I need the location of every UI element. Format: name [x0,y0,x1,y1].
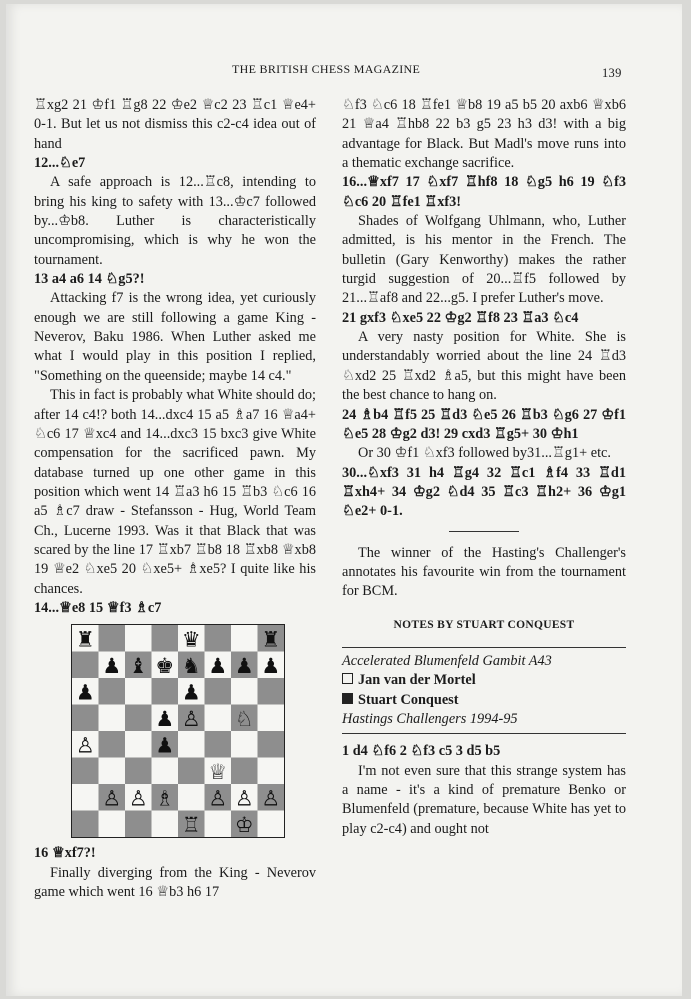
move-line: 1 d4 ♘f6 2 ♘f3 c5 3 d5 b5 [342,743,501,760]
board-square-b1 [99,811,126,838]
board-square-h1 [258,811,285,838]
black-pawn-icon: ♟ [75,680,95,705]
board-square-d3 [152,758,179,785]
move-line: 24 ♗b4 ♖f5 25 ♖d3 ♘e5 26 ♖b3 ♘g6 27 ♔f1 ♘e5 28 ♔g2 d3! 29 cxd3 ♖g5+ 30 ♔h1 [342,406,626,442]
board-square-b6 [99,678,126,705]
event-name: Hastings Challengers 1994-95 [342,710,518,727]
move-line: 21 gxf3 ♘xe5 22 ♔g2 ♖f8 23 ♖a3 ♘c4 [342,309,579,326]
board-square-a5 [72,705,99,732]
move-line: 14...♕e8 15 ♕f3 ♗c7 [34,599,162,616]
white-pawn-icon: ♙ [181,707,201,732]
move-line: 12...♘e7 [34,155,86,172]
white-bishop-icon: ♗ [155,786,175,811]
board-square-g8 [231,625,258,652]
white-rook-icon: ♖ [181,813,201,838]
paragraph: ♘f3 ♘c6 18 ♖fe1 ♕b8 19 a5 b5 20 axb6 ♕xb6 21 ♕a4 ♖hb8 22 b3 g5 23 h3 d3! with a big advantage for Black. But Madl's move runs into a thematic exchange sacrifice. [342,97,626,172]
paragraph: This in fact is probably what White should do; after 14 c4!? both 14...dxc4 15 a5 ♗a7 16 ♕a4+ ♘c6 17 ♕xc4 and 14...dxc3 15 bxc3 give White compensation for the sacrificed pawn. My database turned up one other game in this position which went 14 ♖a3 h6 15 ♖b3 ♘c6 16 a5 ♗c7 draw - Stefansson - Hug, World Team Ch., Lucerne 1993. Was it that Black that was scared by the line 17 ♖xb7 ♖b8 18 ♖xb8 ♕xb8 19 ♕e2 ♘xe5 20 ♘xe5+ ♗xe5? I quite like his chances. [34,387,316,597]
move-line: 30...♘xf3 31 h4 ♖g4 32 ♖c1 ♗f4 33 ♖d1 ♖xh4+ 34 ♔g2 ♘d4 35 ♖c3 ♖h2+ 36 ♔g1 ♘e2+ 0-1. [342,464,626,520]
board-square-a2 [72,784,99,811]
board-square-c5 [125,705,152,732]
white-player: Jan van der Mortel [358,672,476,689]
white-pawn-icon: ♙ [102,786,122,811]
board-square-a7 [72,652,99,679]
chess-diagram [71,624,285,838]
black-rook-icon: ♜ [261,627,281,652]
magazine-title: THE BRITISH CHESS MAGAZINE [232,62,421,76]
white-pawn-icon: ♙ [261,786,281,811]
white-king-icon: ♔ [234,813,254,838]
board-square-a1 [72,811,99,838]
board-square-b5 [99,705,126,732]
paragraph: A very nasty position for White. She is understandably worried about the line 24 ♖d3 ♘xd2 25 ♖xd2 ♗a5, but this might have been the best chance to hang on. [342,329,626,404]
board-square-f6 [205,678,232,705]
black-pawn-icon: ♟ [102,654,122,679]
white-player-line [342,671,626,690]
left-column [34,96,316,902]
black-king-icon: ♚ [155,654,175,679]
board-square-d6 [152,678,179,705]
paragraph: ♖xg2 21 ♔f1 ♖g8 22 ♔e2 ♕c2 23 ♖c1 ♕e4+ 0-1. But let us not dismiss this c2-c4 idea out of hand [34,97,316,152]
paragraph: Finally diverging from the King - Neverov game which went 16 ♕b3 h6 17 [34,864,316,900]
white-queen-icon: ♕ [208,760,228,785]
paragraph: I'm not even sure that this strange system has a name - it's a kind of premature Benko or Blumenfeld (premature, because White has yet to play c2-c4) and ought not [342,762,626,837]
right-column [342,96,626,839]
board-square-c8 [125,625,152,652]
board-square-g6 [231,678,258,705]
board-square-f5 [205,705,232,732]
magazine-page [6,4,682,996]
paragraph: Or 30 ♔f1 ♘xf3 followed by31...♖g1+ etc. [358,445,611,462]
board-square-g4 [231,731,258,758]
black-pawn-icon: ♟ [261,654,281,679]
rule [342,733,626,734]
board-square-e3 [178,758,205,785]
opening-name: Accelerated Blumenfeld Gambit A43 [342,652,552,669]
black-pawn-icon: ♟ [155,733,175,758]
board-square-f4 [205,731,232,758]
black-square-icon [342,693,353,704]
white-pawn-icon: ♙ [208,786,228,811]
board-square-c1 [125,811,152,838]
white-pawn-icon: ♙ [75,733,95,758]
notes-byline: NOTES BY STUART CONQUEST [393,618,575,631]
page-number: 139 [602,66,622,80]
white-square-icon [342,673,353,684]
move-line: 16...♕xf7 17 ♘xf7 ♖hf8 18 ♘g5 h6 19 ♘f3 ♘c6 20 ♖fe1 ♖xf3! [342,174,626,210]
paragraph: Shades of Wolfgang Uhlmann, who, Luther admitted, is his mentor in the French. The bulletin (Gary Kenworthy) makes the rather turgid suggestion of 20...♖f5 followed by 21...♖af8 and 22...g5. I prefer Luther's move. [342,213,626,307]
board-square-h4 [258,731,285,758]
paragraph: The winner of the Hasting's Challenger's annotates his favourite win from the tournament for BCM. [342,544,626,600]
rule [342,647,626,648]
black-bishop-icon: ♝ [128,654,148,679]
board-square-e2 [178,784,205,811]
board-square-g3 [231,758,258,785]
paragraph: Attacking f7 is the wrong idea, yet curiously enough we are still following a game King - Neverov, Baku 1986. When Luther asked me what I would play in this position I replied, "Something on the queenside; maybe 14 c4." [34,290,316,384]
black-rook-icon: ♜ [75,627,95,652]
white-knight-icon: ♘ [234,707,254,732]
black-pawn-icon: ♟ [234,654,254,679]
board-square-a3 [72,758,99,785]
paragraph: A safe approach is 12...♖c8, intending to bring his king to safety with 13...♔c7 followed by...♔b8. Luther is characteristically uncompromising, which is why he won the tournament. [34,174,316,268]
board-square-c3 [125,758,152,785]
board-square-b8 [99,625,126,652]
black-queen-icon: ♛ [181,627,201,652]
board-square-f8 [205,625,232,652]
board-square-h3 [258,758,285,785]
board-square-h6 [258,678,285,705]
board-square-d8 [152,625,179,652]
running-header [6,62,682,82]
white-pawn-icon: ♙ [128,786,148,811]
black-pawn-icon: ♟ [155,707,175,732]
black-pawn-icon: ♟ [181,680,201,705]
black-knight-icon: ♞ [181,654,201,679]
board-square-c6 [125,678,152,705]
board-square-d1 [152,811,179,838]
board-square-b3 [99,758,126,785]
board-square-f1 [205,811,232,838]
board-square-h5 [258,705,285,732]
move-line: 16 ♕xf7?! [34,845,96,862]
black-player: Stuart Conquest [358,691,459,708]
move-line: 13 a4 a6 14 ♘g5?! [34,271,145,288]
board-square-e4 [178,731,205,758]
section-divider [449,531,519,532]
white-pawn-icon: ♙ [234,786,254,811]
board-square-b4 [99,731,126,758]
black-player-line [342,691,626,710]
black-pawn-icon: ♟ [208,654,228,679]
board-square-c4 [125,731,152,758]
chess-board [72,625,284,837]
